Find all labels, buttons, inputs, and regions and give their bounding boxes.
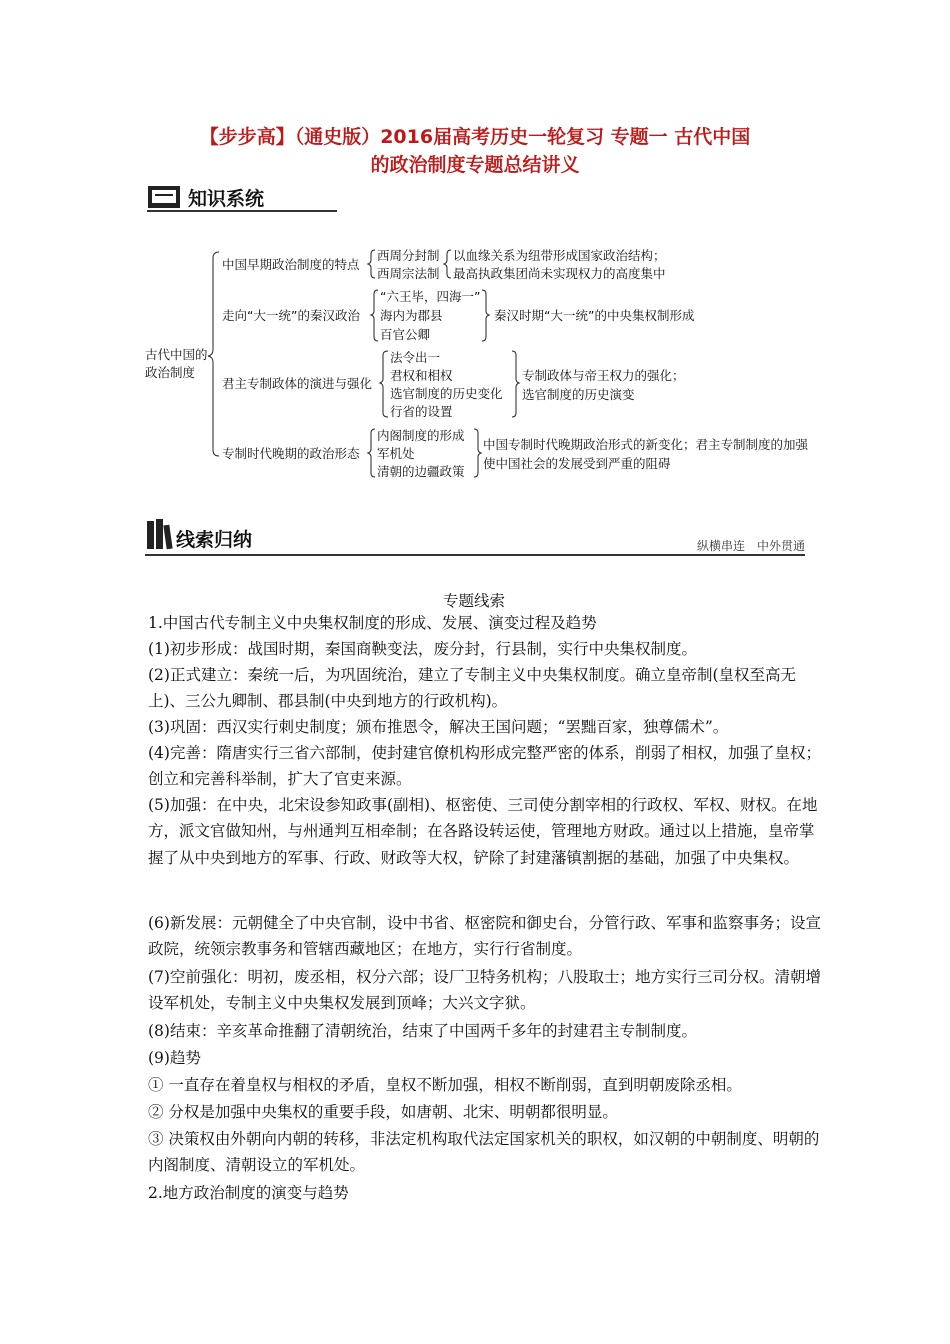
branch-item: 百官公卿 xyxy=(380,327,431,342)
branch-label: 专制时代晚期的政治形态 xyxy=(222,446,360,461)
branch-item: 军机处 xyxy=(377,446,415,461)
branch-item: 君权和相权 xyxy=(390,368,453,383)
paragraph: (4)完善：隋唐实行三省六部制，使封建官僚机构形成完整严密的体系，削弱了相权，加强了皇权；创立和完善科举制，扩大了官吏来源。 xyxy=(148,744,821,789)
branch-label: 走向“大一统”的秦汉政治 xyxy=(222,308,360,323)
paragraph: 1.中国古代专制主义中央集权制度的形成、发展、演变过程及趋势 xyxy=(148,614,597,632)
mindmap-root-line2: 政治制度 xyxy=(145,365,196,380)
branch-item: 内阁制度的形成 xyxy=(377,428,465,443)
branch-item: 选官制度的历史变化 xyxy=(390,386,503,401)
branch-item: 西周宗法制 xyxy=(377,266,440,281)
mindmap-root-line1: 古代中国的 xyxy=(145,347,208,362)
paragraph: (6)新发展：元朝健全了中央官制，设中书省、枢密院和御史台，分管行政、军事和监察事务；设宣政院，统领宗教事务和管辖西藏地区；在地方，实行行省制度。 xyxy=(148,914,821,959)
paragraph: (7)空前强化：明初，废丞相，权分六部；设厂卫特务机构；八股取士；地方实行三司分权。清朝增设军机处，专制主义中央集权发展到顶峰；大兴文字狱。 xyxy=(148,968,821,1013)
paragraph: (2)正式建立：秦统一后，为巩固统治，建立了专制主义中央集权制度。确立皇帝制(皇权至高无上)、三公九卿制、郡县制(中央到地方的行政机构)。 xyxy=(148,666,797,711)
branch-item: 行省的设置 xyxy=(390,404,453,419)
branch-result: 以血缘关系为纽带形成国家政治结构； xyxy=(453,248,666,263)
paragraph: (9)趋势 xyxy=(148,1049,201,1067)
body-subtitle: 专题线索 xyxy=(442,592,505,610)
paragraph: ③ 决策权由外朝向内朝的转移，非法定机构取代法定国家机关的职权，如汉朝的中朝制度、明朝的内阁制度、清朝设立的军机处。 xyxy=(148,1130,820,1175)
branch-item: 法令出一 xyxy=(390,350,441,365)
branch-result: 最高执政集团尚未实现权力的高度集中 xyxy=(453,266,666,281)
section-underline xyxy=(145,554,805,556)
paragraph: (5)加强：在中央，北宋设参知政事(副相)、枢密使、三司使分割宰相的行政权、军权、财权。在地方，派文官做知州，与州通判互相牵制；在各路设转运使，管理地方财政。通过以上措施，皇帝掌握了从中央到地方的军事、行政、财政等大权，铲除了封建藩镇割据的基础，加强了中央集权。 xyxy=(148,796,818,867)
branch-item: “六王毕，四海一” xyxy=(380,289,481,304)
branch-item: 西周分封制 xyxy=(377,248,440,263)
branch-result: 秦汉时期“大一统”的中央集权制形成 xyxy=(494,308,695,323)
paragraph: (8)结束：辛亥革命推翻了清朝统治，结束了中国两千多年的封建君主专制制度。 xyxy=(148,1022,697,1040)
paragraph: (1)初步形成：战国时期，秦国商鞅变法，废分封，行县制，实行中央集权制度。 xyxy=(148,640,697,658)
document-title-line2: 的政治制度专题总结讲义 xyxy=(370,154,580,176)
paragraph: (3)巩固：西汉实行刺史制度；颁布推恩令，解决王国问题；“罢黜百家，独尊儒术”。 xyxy=(148,718,729,736)
branch-result: 中国专制时代晚期政治形式的新变化；君主专制制度的加强 xyxy=(483,437,809,452)
paragraph: 2.地方政治制度的演变与趋势 xyxy=(148,1184,349,1202)
branch-item: 海内为郡县 xyxy=(380,308,443,323)
branch-result: 选官制度的历史演变 xyxy=(522,387,635,402)
paragraph: ① 一直存在着皇权与相权的矛盾，皇权不断加强，相权不断削弱，直到明朝废除丞相。 xyxy=(148,1076,742,1094)
books-icon xyxy=(145,517,173,551)
section-title-knowledge: 知识系统 xyxy=(188,188,265,210)
document-title-line1: 【步步高】（通史版）2016届高考历史一轮复习 专题一 古代中国 xyxy=(199,126,751,148)
section-title-clues: 线索归纳 xyxy=(176,529,253,551)
branch-label: 中国早期政治制度的特点 xyxy=(222,257,360,272)
branch-label: 君主专制政体的演进与强化 xyxy=(222,376,373,391)
section-tag: 纵横串连 中外贯通 xyxy=(696,539,805,553)
paragraph: ② 分权是加强中央集权的重要手段，如唐朝、北宋、明朝都很明显。 xyxy=(148,1103,618,1121)
branch-result: 专制政体与帝王权力的强化； xyxy=(522,368,685,383)
branch-item: 清朝的边疆政策 xyxy=(377,464,465,479)
branch-result: 使中国社会的发展受到严重的阻碍 xyxy=(483,456,671,471)
